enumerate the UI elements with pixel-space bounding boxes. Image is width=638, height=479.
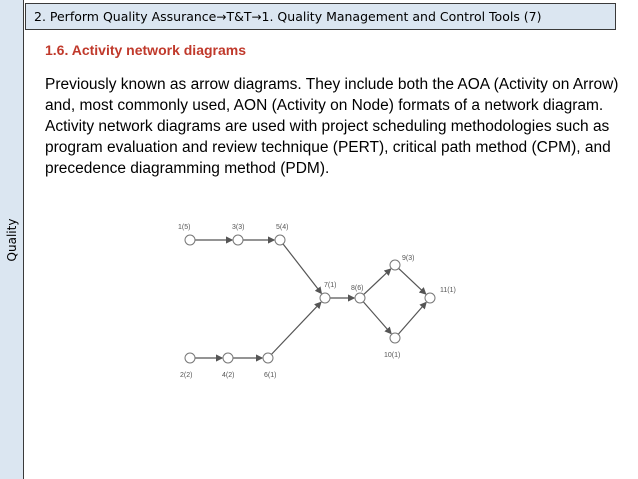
node-label-n1: 1(5) bbox=[178, 224, 191, 231]
node-label-n4: 4(2) bbox=[222, 372, 235, 379]
header-breadcrumb bbox=[25, 3, 616, 30]
edge-n8-n10 bbox=[363, 302, 391, 334]
node-n10 bbox=[390, 333, 400, 343]
node-n6 bbox=[263, 353, 273, 363]
node-label-n5: 5(4) bbox=[276, 224, 289, 231]
edge-n8-n9 bbox=[364, 269, 391, 294]
node-n3 bbox=[233, 235, 243, 245]
breadcrumb-part-3: 1. Quality Management and Control Tools (7) bbox=[261, 9, 542, 24]
sidebar-label: Quality bbox=[5, 218, 19, 262]
node-label-n8: 8(6) bbox=[351, 285, 364, 292]
node-label-n6: 6(1) bbox=[264, 372, 277, 379]
arrow-right-icon: → bbox=[216, 10, 227, 24]
edge-n6-n7 bbox=[271, 302, 320, 354]
node-n9 bbox=[390, 260, 400, 270]
breadcrumb-part-1: 2. Perform Quality Assurance bbox=[34, 9, 217, 24]
node-label-n11: 11(1) bbox=[440, 287, 456, 294]
node-n11 bbox=[425, 293, 435, 303]
node-n4 bbox=[223, 353, 233, 363]
edge-n5-n7 bbox=[283, 244, 321, 293]
node-label-n7: 7(1) bbox=[324, 282, 337, 289]
arrow-right-icon: → bbox=[251, 10, 262, 24]
sidebar bbox=[0, 0, 24, 479]
node-n7 bbox=[320, 293, 330, 303]
edge-n10-n11 bbox=[398, 303, 426, 335]
edge-n9-n11 bbox=[399, 268, 426, 293]
activity-network-diagram bbox=[170, 220, 470, 385]
body-paragraph: Previously known as arrow diagrams. They include both the AOA (Activity on Arrow) and, most commonly used, AON (Activity on Node) formats of a network diagram. Activity network diagrams are used with project scheduling methodologies such as program evaluation and review technique (PERT), critical path method (CPM), and precedence diagramming method (PDM). bbox=[45, 76, 619, 177]
breadcrumb-part-2: T&T bbox=[226, 9, 252, 24]
node-label-n9: 9(3) bbox=[402, 255, 415, 262]
node-n8 bbox=[355, 293, 365, 303]
node-n5 bbox=[275, 235, 285, 245]
node-label-n2: 2(2) bbox=[180, 372, 193, 379]
node-n1 bbox=[185, 235, 195, 245]
node-label-n3: 3(3) bbox=[232, 224, 245, 231]
node-label-n10: 10(1) bbox=[384, 352, 401, 359]
node-n2 bbox=[185, 353, 195, 363]
section-title: 1.6. Activity network diagrams bbox=[45, 42, 246, 58]
